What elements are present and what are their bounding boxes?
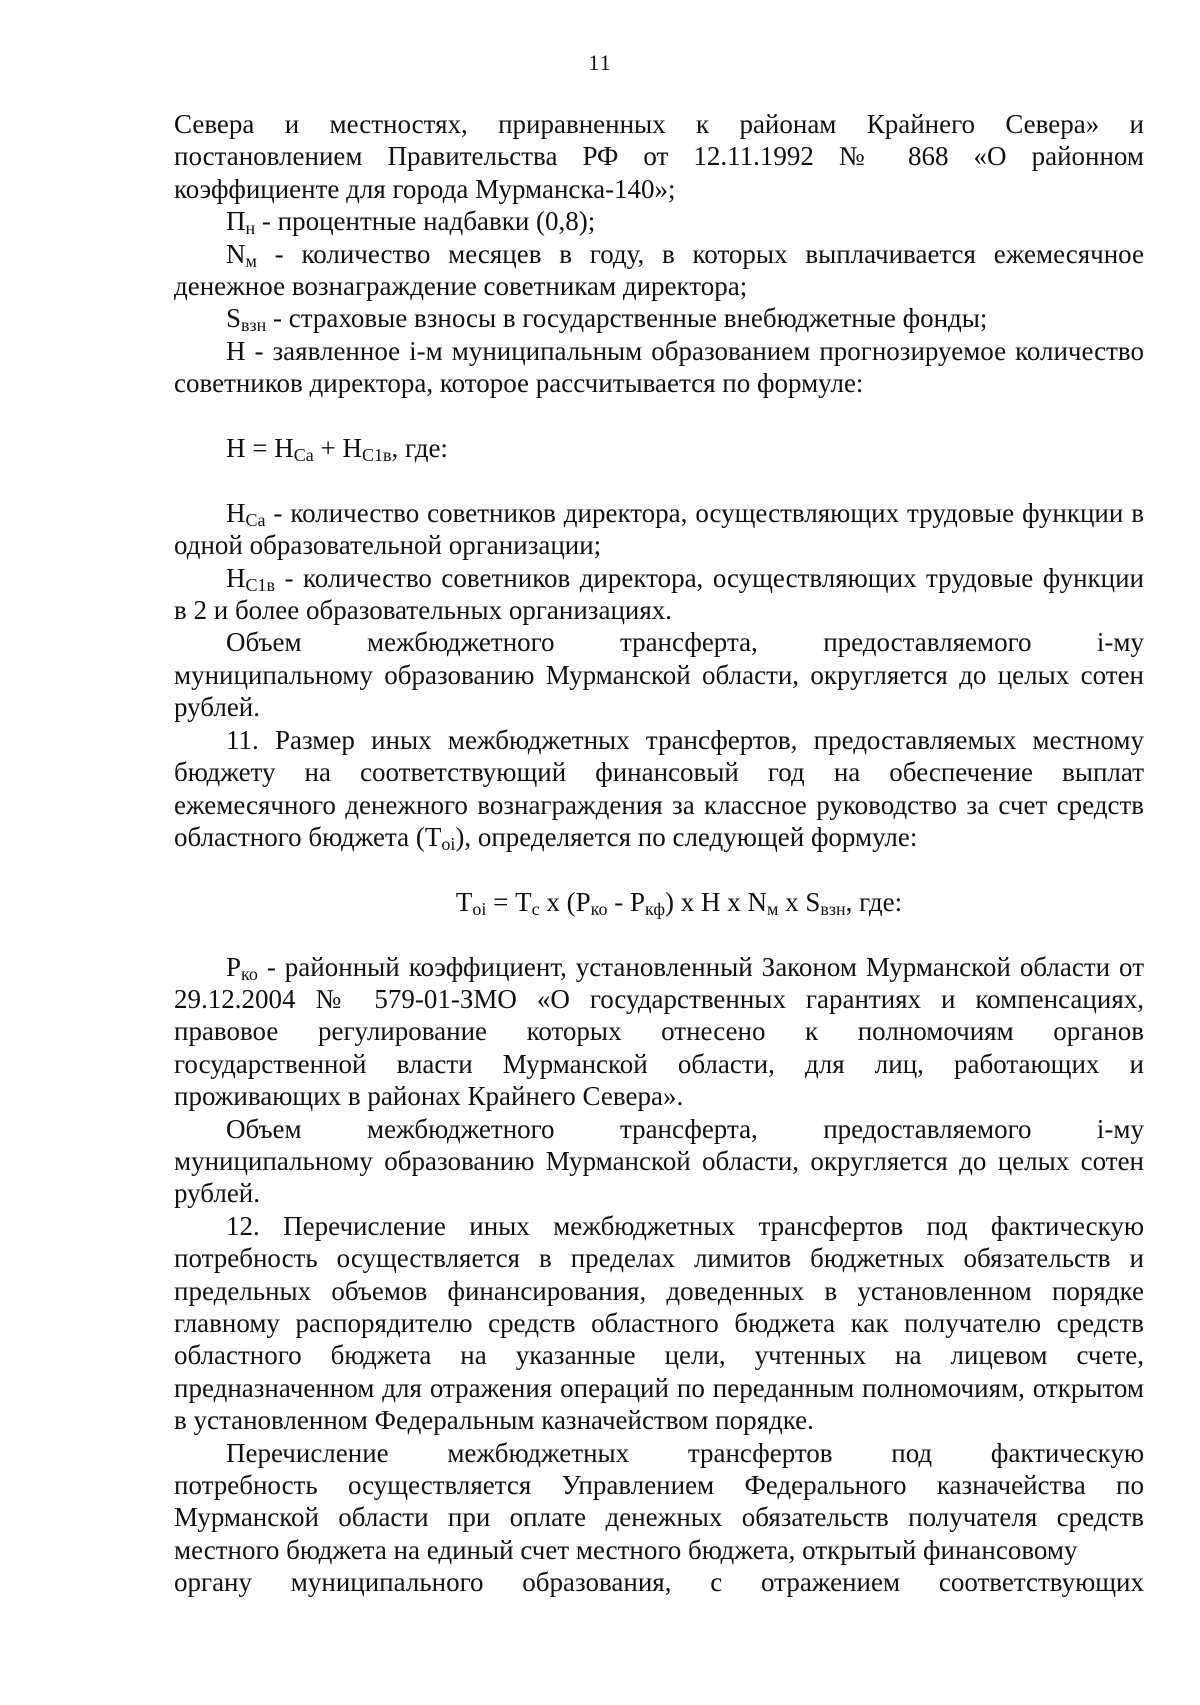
definition-rko: $Р_{ко}$ - районный коэффициент, установленный Законом Мурманской области от 29.12.2004 № 579-01-ЗМО «О государственных гарантиях и компенсациях, правовое регулирование которых отнесено к полномочиям органов государственной власти Мурманской области, для лиц, работающих и проживающих в районах Крайнего Севера».	[174, 951, 1144, 1112]
item-11: 11. Размер иных межбюджетных трансфертов, предоставляемых местному бюджету на соответствующий финансовый год на обеспечение выплат ежемесячного денежного вознаграждения за классное руководство за счет средств областного бюджета $(Т_{oi})$, определяется по следующей формуле:	[174, 724, 1144, 854]
spacer	[174, 853, 1144, 885]
definition-pn: $П_н$ - процентные надбавки (0,8);	[226, 206, 596, 239]
volume-paragraph-line: Объем межбюджетного трансферта, предоставляемого i-му	[226, 627, 1144, 658]
spacer	[174, 918, 1144, 950]
spacer	[174, 400, 1144, 432]
transfer-paragraph-line: Перечисление межбюджетных трансфертов под фактическую	[226, 1437, 1144, 1468]
spacer	[174, 464, 1144, 496]
definition-h: Н - заявленное i-м муниципальным образованием прогнозируемое количество советников директора, которое рассчитывается по формуле:	[174, 335, 1144, 399]
intro-line: постановлением Правительства РФ от 12.11.1992 № 868 «О районном	[174, 141, 1144, 172]
formula-toi: $Т_{oi} = Т_c$ x $(Р_{ко} - Р_{кф})$ x Н x $N_м$ x $S_{взн}$, где:	[455, 886, 903, 919]
volume-paragraph-rest: муниципальному образованию Мурманской области, округляется до целых сотен рублей.	[174, 659, 1144, 723]
page-number: 11	[588, 50, 612, 75]
volume-paragraph-line: Объем межбюджетного трансферта, предоставляемого i-му	[226, 1113, 1144, 1144]
document-body	[174, 108, 1144, 1599]
definition-nm: $N_м$ - количество месяцев в году, в которых выплачивается ежемесячное денежное вознаграждение советникам директора;	[174, 238, 1144, 302]
definition-svzn: $S_{взн}$ - страховые взносы в государственные внебюджетные фонды;	[226, 303, 988, 336]
definition-hca: $Н_{Ca}$ - количество советников директора, осуществляющих трудовые функции в одной образовательной организации;	[174, 497, 1144, 561]
transfer-paragraph-last: органу муниципального образования, с отражением соответствующих	[174, 1567, 1144, 1598]
transfer-paragraph-body: потребность осуществляется Управлением Федерального казначейства по Мурманской области при оплате денежных обязательств получателя средств местного бюджета на единый счет местного бюджета, открытый финансовому	[174, 1470, 1144, 1565]
definition-hc1v: $Н_{C1в}$ - количество советников директора, осуществляющих трудовые функции в 2 и более образовательных организациях.	[174, 562, 1144, 626]
item-12: 12. Перечисление иных межбюджетных трансфертов под фактическую потребность осуществляется в пределах лимитов бюджетных обязательств и предельных объемов финансирования, доведенных в установленном порядке главному распорядителю средств областного бюджета как получателю средств областного бюджета на указанные цели, учтенных на лицевом счете, предназначенном для отражения операций по переданным полномочиям, открытом в установленном Федеральным казначейством порядке.	[174, 1210, 1144, 1436]
intro-line: Севера и местностях, приравненных к районам Крайнего Севера» и	[174, 109, 1144, 139]
formula-h: $Н = Н_{Ca} + Н_{C1в}$, где:	[226, 433, 448, 466]
intro-line: коэффициенте для города Мурманска-140»;	[174, 173, 676, 204]
volume-paragraph-rest: муниципальному образованию Мурманской области, округляется до целых сотен рублей.	[174, 1145, 1144, 1209]
